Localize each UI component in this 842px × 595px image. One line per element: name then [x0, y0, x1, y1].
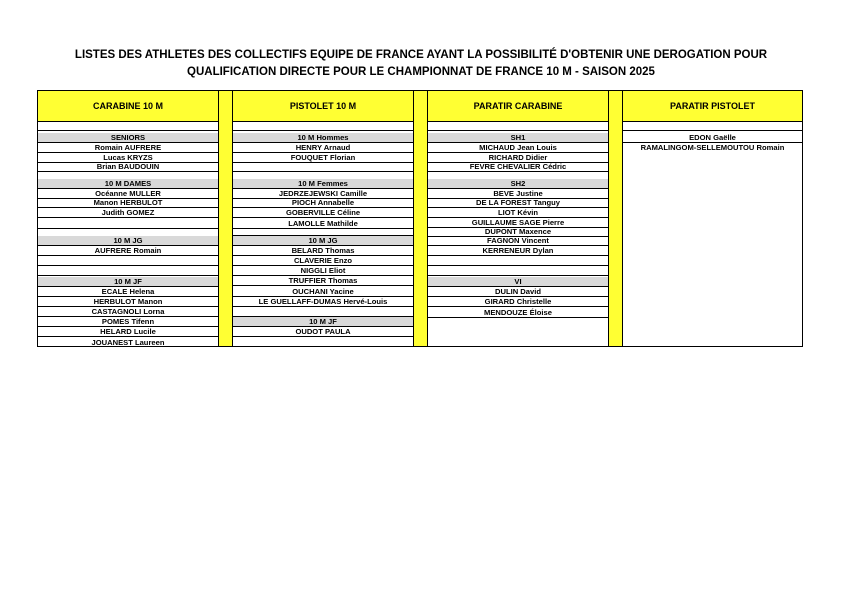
- athlete-cell: CASTAGNOLI Lorna: [38, 307, 218, 317]
- athlete-cell: RICHARD Didier: [428, 153, 608, 163]
- column-carabine: [37, 90, 218, 347]
- athlete-cell: TRUFFIER Thomas: [233, 276, 413, 286]
- athlete-cell: NIGGLI Eliot: [233, 266, 413, 276]
- athlete-cell: Lucas KRYZS: [38, 153, 218, 163]
- column-divider: [413, 90, 427, 347]
- spacer-row: [38, 122, 218, 131]
- column-divider: [608, 90, 622, 347]
- athlete-cell: MICHAUD Jean Louis: [428, 143, 608, 153]
- athlete-cell: RAMALINGOM-SELLEMOUTOU Romain: [640, 143, 785, 152]
- athletes-table: [37, 90, 803, 347]
- empty-cell: [233, 307, 413, 317]
- athlete-cell: Océanne MULLER: [38, 189, 218, 199]
- section-label: 10 M Femmes: [233, 179, 413, 189]
- section-label: 10 M DAMES: [38, 179, 218, 189]
- athlete-cell: LE GUELLAFF-DUMAS Hervé-Louis: [233, 297, 413, 307]
- section-label: SH1: [428, 133, 608, 143]
- section-label: SENIORS: [38, 133, 218, 143]
- empty-cell: [428, 266, 608, 276]
- spacer-row: [428, 122, 608, 131]
- athlete-cell: PIOCH Annabelle: [233, 198, 413, 208]
- spacer-row: [623, 122, 802, 131]
- athlete-cell: HELARD Lucile: [38, 327, 218, 337]
- athlete-cell: DE LA FOREST Tanguy: [428, 198, 608, 208]
- empty-cell: [428, 256, 608, 266]
- empty-cell: [233, 226, 413, 236]
- athlete-cell: LAMOLLE Mathilde: [233, 218, 413, 229]
- section-label: 10 M JG: [38, 236, 218, 246]
- athlete-cell: Brian BAUDOUIN: [38, 162, 218, 172]
- empty-cell: [233, 162, 413, 172]
- athlete-cell: BEVE Justine: [428, 189, 608, 199]
- athlete-cell: POMES Tifenn: [38, 317, 218, 327]
- athlete-cell: EDON Gaëlle: [623, 133, 802, 143]
- section-label: VI: [428, 277, 608, 287]
- athlete-cell: GOBERVILLE Céline: [233, 207, 413, 218]
- athlete-cell: OUDOT PAULA: [233, 327, 413, 337]
- empty-cell: [38, 218, 218, 229]
- column-pistolet: [232, 90, 413, 347]
- athlete-cell: DUPONT Maxence: [428, 227, 608, 237]
- column-divider: [218, 90, 232, 347]
- spacer-row: [233, 122, 413, 131]
- athlete-cell: LIOT Kévin: [428, 207, 608, 218]
- section-label: 10 M JG: [233, 236, 413, 246]
- section-label: 10 M JF: [233, 317, 413, 327]
- athlete-cell: AUFRERE Romain: [38, 246, 218, 256]
- athlete-cell: FOUQUET Florian: [233, 153, 413, 163]
- column-header: PARATIR CARABINE: [428, 91, 608, 122]
- section-label: SH2: [428, 179, 608, 189]
- athlete-cell: Judith GOMEZ: [38, 207, 218, 218]
- column-header: CARABINE 10 M: [38, 91, 218, 122]
- empty-cell: [38, 266, 218, 276]
- athlete-cell: HERBULOT Manon: [38, 297, 218, 307]
- athlete-cell: GUILLAUME SAGE Pierre: [428, 217, 608, 228]
- athlete-cell: MENDOUZE Éloise: [428, 307, 608, 318]
- athlete-cell: JEDRZEJEWSKI Camille: [233, 189, 413, 199]
- athlete-cell: CLAVERIE Enzo: [233, 256, 413, 266]
- column-header: PARATIR PISTOLET: [623, 91, 802, 122]
- athlete-cell: DULIN David: [428, 287, 608, 297]
- document-title: [0, 47, 842, 81]
- athlete-cell: FAGNON Vincent: [428, 236, 608, 246]
- column-paratir-pistolet: [622, 90, 803, 347]
- column-header: PISTOLET 10 M: [233, 91, 413, 122]
- section-label: 10 M Hommes: [233, 133, 413, 143]
- empty-cell: [38, 256, 218, 266]
- athlete-cell: Romain AUFRERE: [38, 143, 218, 153]
- athlete-cell: Manon HERBULOT: [38, 198, 218, 208]
- athlete-cell: GIRARD Christelle: [428, 297, 608, 307]
- title-line-1: LISTES DES ATHLETES DES COLLECTIFS EQUIPE DE FRANCE AYANT LA POSSIBILITÉ D'OBTENIR UNE DEROGATION POUR: [74, 49, 768, 61]
- title-line-2: QUALIFICATION DIRECTE POUR LE CHAMPIONNAT DE FRANCE 10 M - SAISON 2025: [187, 66, 655, 78]
- athlete-cell: JOUANEST Laureen: [91, 338, 165, 347]
- section-label: 10 M JF: [38, 277, 218, 287]
- athlete-cell: HENRY Arnaud: [233, 143, 413, 153]
- athlete-cell: FEVRE CHEVALIER Cédric: [428, 162, 608, 172]
- athlete-cell: KERRENEUR Dylan: [428, 246, 608, 256]
- athlete-cell: OUCHANI Yacine: [233, 287, 413, 297]
- athlete-cell: ECALE Helena: [38, 287, 218, 297]
- column-paratir-carabine: [427, 90, 608, 347]
- athlete-cell: BELARD Thomas: [233, 246, 413, 256]
